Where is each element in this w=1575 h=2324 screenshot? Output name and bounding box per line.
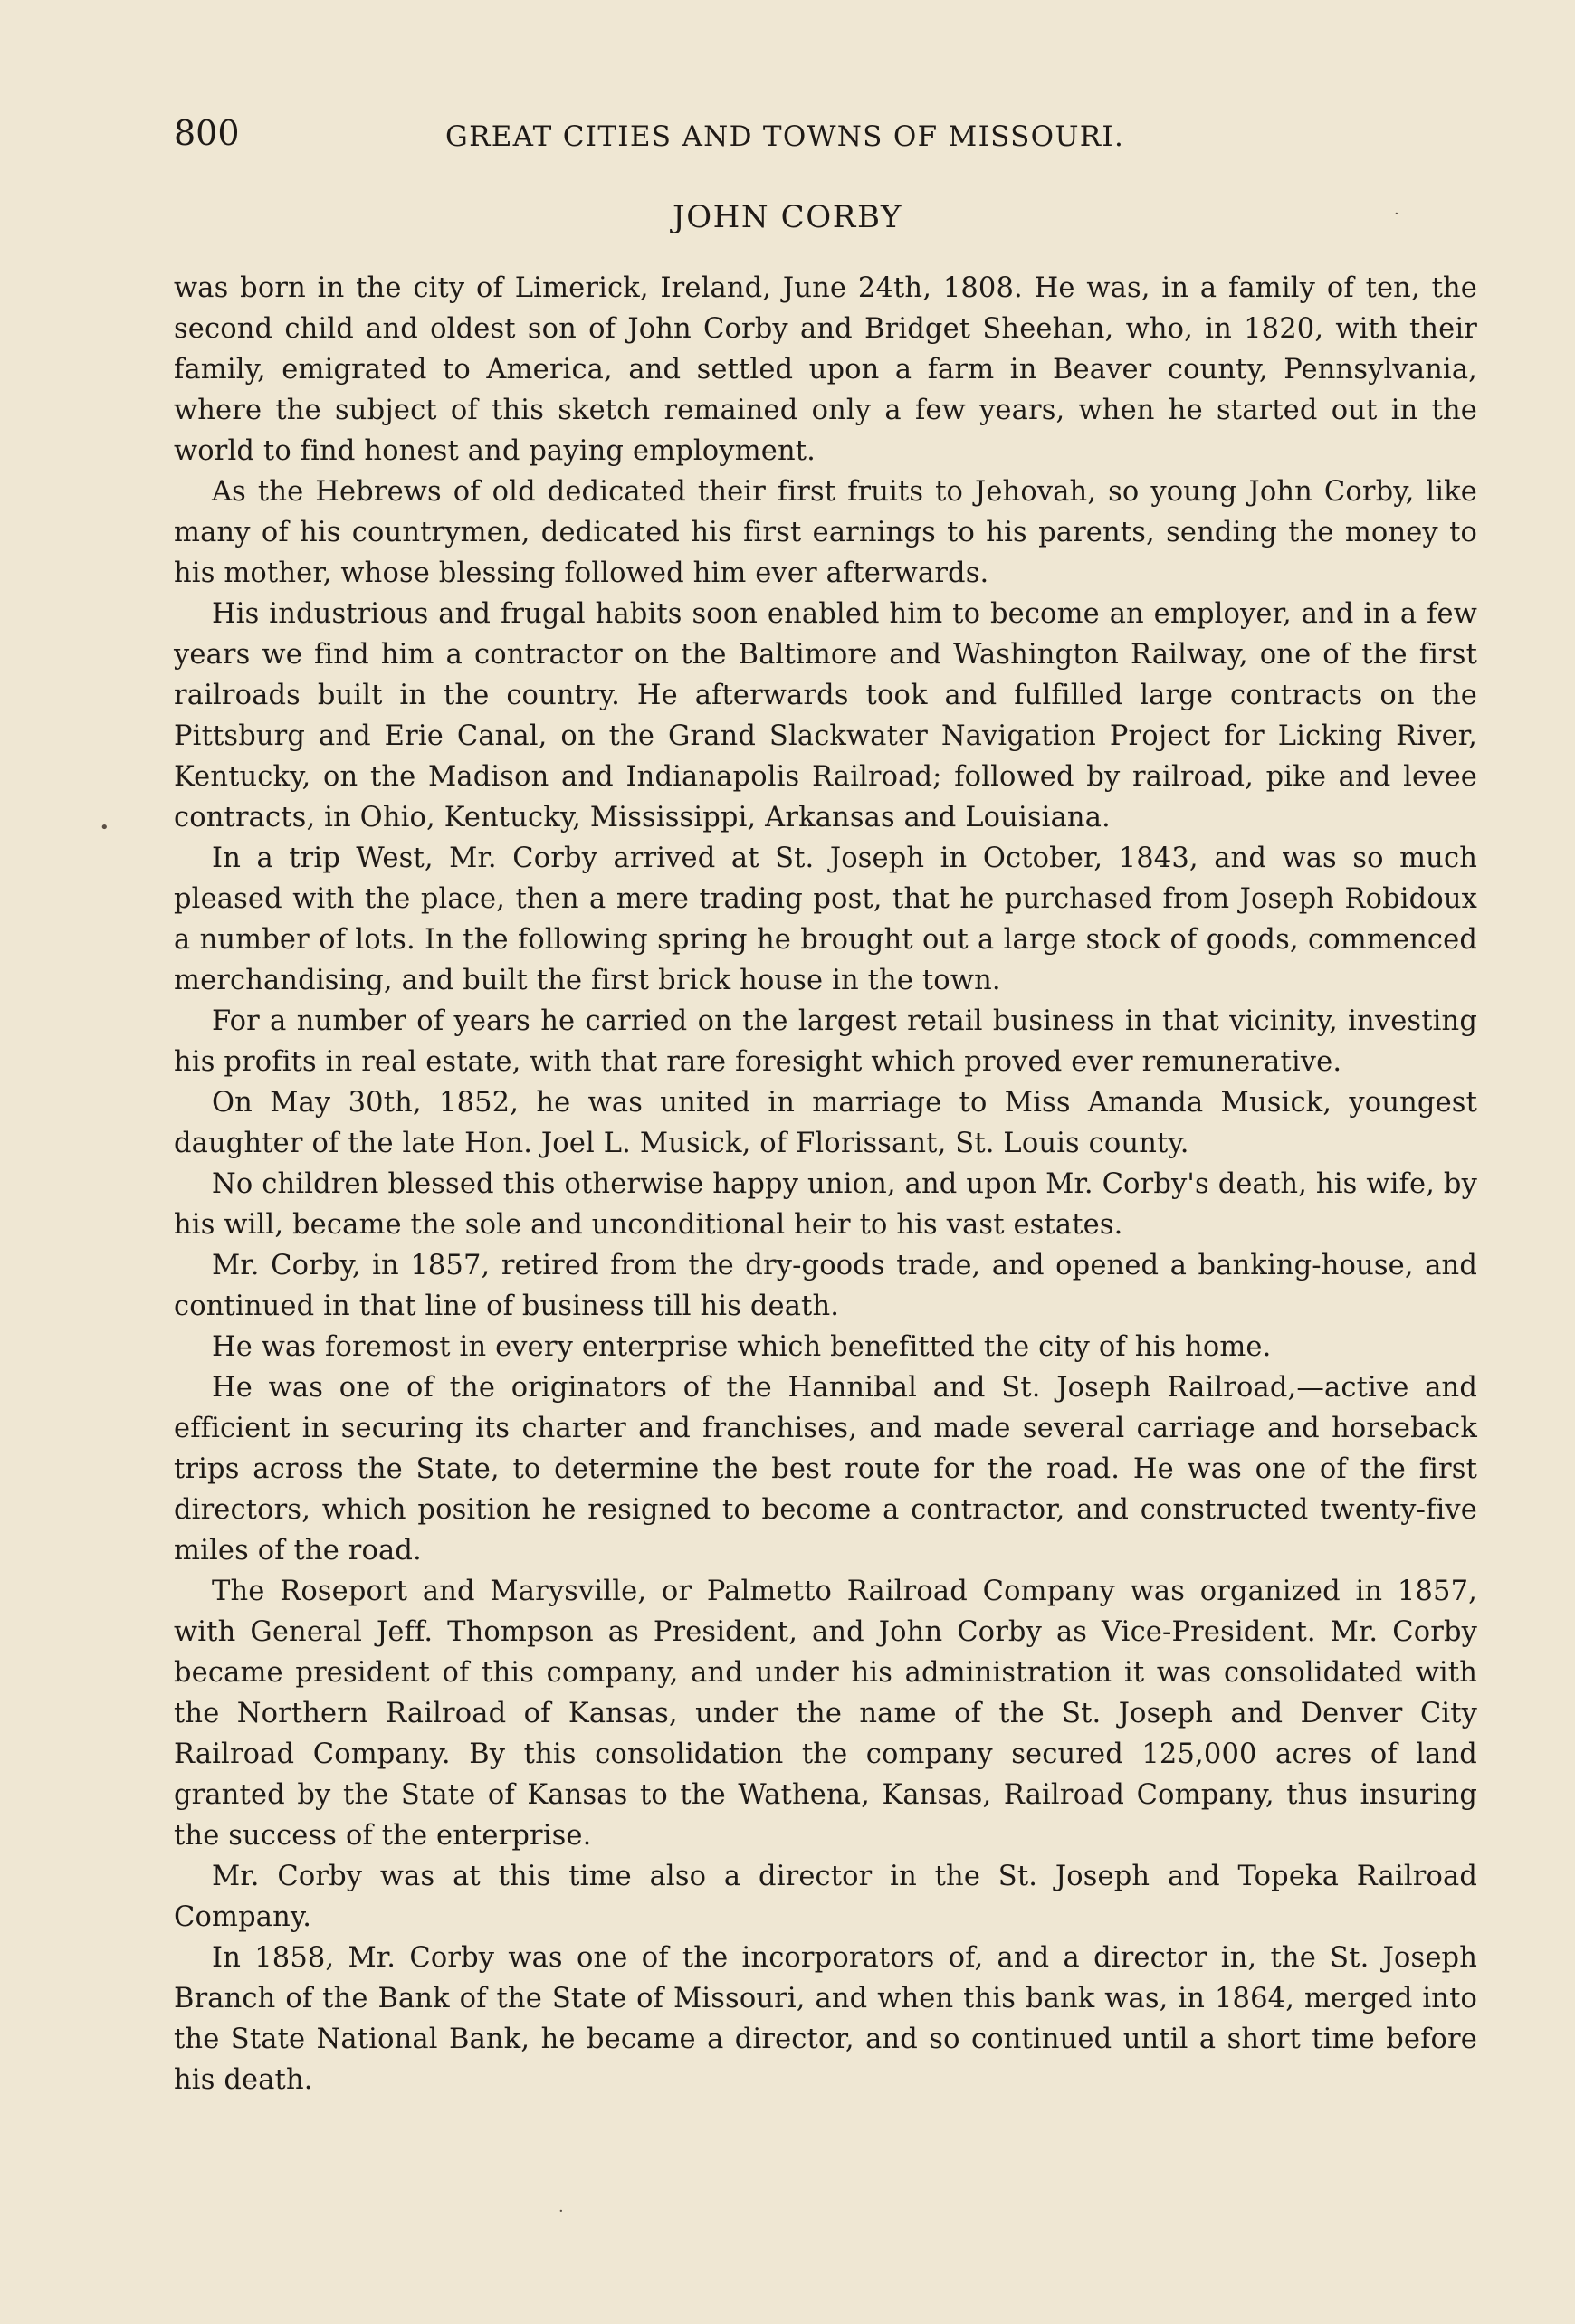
article-body — [174, 268, 1477, 2100]
paragraph-topeka-railroad: Mr. Corby was at this time also a director in the St. Joseph and Topeka Railroad Company. — [174, 1861, 1477, 1933]
paragraph-estate: No children blessed this otherwise happy union, and upon Mr. Corby's death, his wife, by his will, became the sole and unconditional heir to his vast estates. — [174, 1168, 1477, 1241]
ink-speck: · — [558, 2202, 564, 2221]
ink-speck: · — [1394, 205, 1399, 224]
paragraph-roseport-railroad: The Roseport and Marysville, or Palmetto Railroad Company was organized in 1857, with General Jeff. Thompson as President, and John Corby as Vice-President. Mr. Corby became president of this company, and under his administration it was consolidated with the Northern Railroad of Kansas, under the name of the St. Joseph and Denver City Railroad Company. By this consolidation the company secured 125,000 acres of land granted by the State of Kansas to the Wathena, Kansas, Railroad Company, thus insuring the success of the enterprise. — [174, 1576, 1477, 1852]
paragraph-bank-director: In 1858, Mr. Corby was one of the incorporators of, and a director in, the St. Joseph Branch of the Bank of the State of Missouri, and when this bank was, in 1864, merged into the State National Bank, he became a director, and so continued until a short time before his death. — [174, 1942, 1477, 2096]
article-title: JOHN CORBY — [672, 199, 903, 235]
paragraph-hannibal-railroad: He was one of the originators of the Hannibal and St. Joseph Railroad,—active and efficient in securing its charter and franchises, and made several carriage and horseback trips across the State, to determine the best route for the road. He was one of the first directors, which position he resigned to become a contractor, and constructed twenty-five miles of the road. — [174, 1372, 1477, 1567]
page-number: 800 — [174, 113, 240, 153]
paragraph-birth: was born in the city of Limerick, Ireland, June 24th, 1808. He was, in a family of ten, the second child and oldest son of John Corby and Bridget Sheehan, who, in 1820, with their family, emigrated to America, and settled upon a farm in Beaver county, Pennsylvania, where the subject of this sketch remained only a few years, when he started out in the world to find honest and paying employment. — [174, 272, 1477, 467]
paragraph-trip-west: In a trip West, Mr. Corby arrived at St. Joseph in October, 1843, and was so much pleased with the place, then a mere trading post, that he purchased from Joseph Robidoux a number of lots. In the following spring he brought out a large stock of goods, commenced merchandising, and built the first brick house in the town. — [174, 843, 1477, 996]
paragraph-marriage: On May 30th, 1852, he was united in marriage to Miss Amanda Musick, youngest daughter of the late Hon. Joel L. Musick, of Florissant, St. Louis county. — [174, 1087, 1477, 1159]
paragraph-enterprise: He was foremost in every enterprise which benefitted the city of his home. — [212, 1331, 1272, 1363]
paragraph-banking: Mr. Corby, in 1857, retired from the dry-goods trade, and opened a banking-house, and continued in that line of business till his death. — [174, 1250, 1477, 1322]
running-head: GREAT CITIES AND TOWNS OF MISSOURI. — [445, 120, 1125, 153]
paragraph-first-earnings: As the Hebrews of old dedicated their first fruits to Jehovah, so young John Corby, like many of his countrymen, dedicated his first earnings to his parents, sending the money to his mother, whose blessing followed him ever afterwards. — [174, 476, 1477, 589]
ink-speck: • — [100, 818, 110, 837]
paragraph-contracts: His industrious and frugal habits soon enabled him to become an employer, and in a few years we find him a contractor on the Baltimore and Washington Railway, one of the first railroads built in the country. He afterwards took and fulfilled large contracts on the Pittsburg and Erie Canal, on the Grand Slackwater Navigation Project for Licking River, Kentucky, on the Madison and Indianapolis Railroad; followed by railroad, pike and levee contracts, in Ohio, Kentucky, Mississippi, Arkansas and Louisiana. — [174, 598, 1477, 833]
paragraph-retail-business: For a number of years he carried on the largest retail business in that vicinity, investing his profits in real estate, with that rare foresight which proved ever remunerative. — [174, 1005, 1477, 1078]
